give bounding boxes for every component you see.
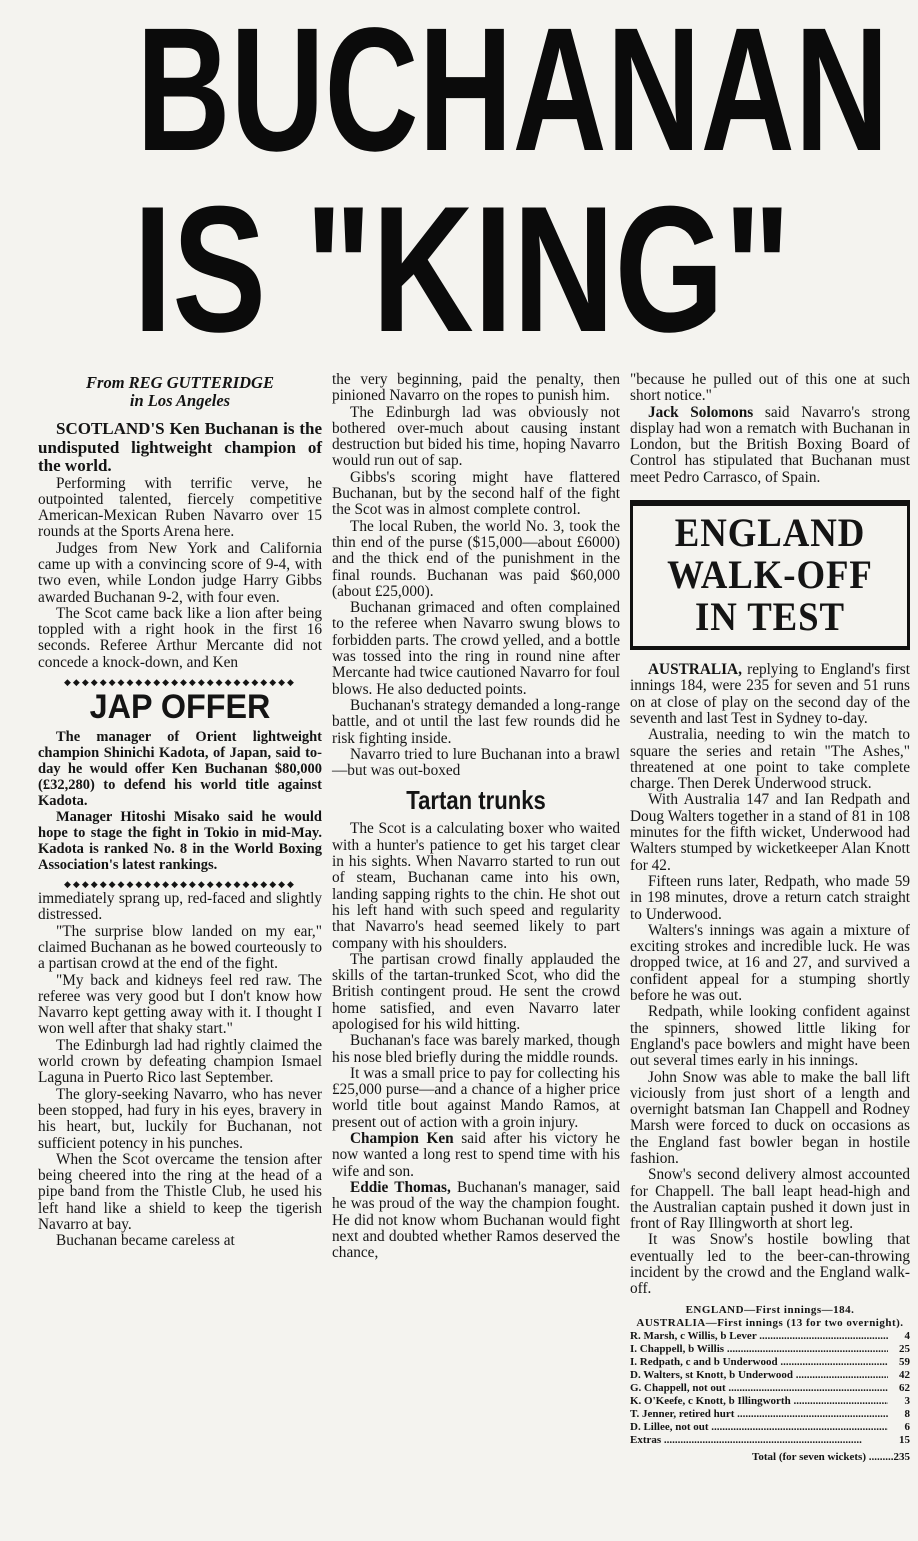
paragraph	[630, 662, 910, 727]
scorecard-australia: AUSTRALIA—First innings (13 for two overnight).	[636, 1316, 904, 1329]
byline-location: in Los Angeles	[129, 391, 231, 410]
box-line-1: ENGLAND	[674, 510, 866, 556]
paragraph: Buchanan's face was barely marked, though his nose bled briefly during the middle rounds.	[332, 1032, 620, 1066]
score-row	[630, 1343, 910, 1356]
eddie-thomas-name: Eddie Thomas,	[350, 1178, 451, 1196]
box-line-3: IN TEST	[695, 594, 845, 640]
score-row	[630, 1421, 910, 1434]
jap-offer-heading: JAP OFFER	[89, 688, 271, 727]
byline	[38, 374, 322, 410]
runs: 25	[899, 1342, 910, 1355]
paragraph: It was Snow's hostile bowling that eventually led to the beer-can-throwing incident by the crowd and the England walk-off.	[630, 1231, 910, 1298]
batsman: Extras .....	[630, 1434, 888, 1447]
paragraph: The Edinburgh lad had rightly claimed the world crown by defeating champion Ismael Laguna in Puerto Rico last September.	[38, 1036, 322, 1087]
runs: 6	[904, 1420, 910, 1433]
score-row	[630, 1330, 910, 1343]
headline	[22, 0, 902, 372]
paragraph: Navarro tried to lure Buchanan into a brawl—but was out-boxed	[332, 745, 620, 780]
paragraph: With Australia 147 and Ian Redpath and Doug Walters together in a stand of 81 in 108 minutes for the fifth wicket, Underwood had Walters stumped by wicketkeeper Alan Knott for 42.	[630, 791, 910, 874]
runs: 62	[899, 1381, 910, 1394]
paragraph: Redpath, while looking confident against the spinners, showed little liking for England's pace bowlers and might have been out several times early in his innings.	[630, 1003, 910, 1070]
paragraph: Performing with terrific verve, he outpointed talented, fiercely competitive American-Mexican Ruben Navarro over 15 rounds at the Sports Arena here.	[38, 474, 322, 541]
paragraph: "My back and kidneys feel red raw. The referee was very good but I don't know how Navarro kept getting away with it. I thought I won well after that shaky start."	[38, 971, 322, 1038]
score-row	[630, 1408, 910, 1421]
jap-offer-box	[38, 729, 322, 873]
paragraph: "The surprise blow landed on my ear," claimed Buchanan as he bowed courteously to a partisan crowd at the end of the fight.	[38, 922, 322, 973]
batsman: G. Chappell, not out .....	[630, 1382, 888, 1395]
paragraph: "because he pulled out of this one at such short notice."	[630, 371, 910, 405]
paragraph: It was a small price to pay for collecting his £25,000 purse—and a chance of a higher price world title bout against Mando Ramos, at present out of action with a groin injury.	[332, 1064, 620, 1131]
england-walk-off-headline-box	[630, 500, 910, 650]
headline-line-1: BUCHANAN	[136, 0, 889, 188]
column-3	[630, 372, 910, 1464]
paragraph: Buchanan's strategy demanded a long-range battle, and ot until the last few rounds did he risk fighting inside.	[332, 696, 620, 747]
paragraph: Buchanan became careless at	[56, 1232, 235, 1250]
paragraph: The glory-seeking Navarro, who has never been stopped, had fury in his eyes, bravery in his heart, but, luckily for Buchanan, not sufficient potency in his punches.	[38, 1085, 322, 1152]
eddie-thomas-text: Buchanan's manager, said he was proud of the way the champion fought. He did not know whom Buchanan would fight next and doubted whether Ramos deserved the chance,	[332, 1178, 620, 1262]
paragraph: immediately sprang up, red-faced and slightly distressed.	[38, 890, 322, 924]
paragraph: The Scot came back like a lion after being toppled with a right hook in the first 16 seconds. Referee Arthur Mercante did not concede a knock-down, and Ken	[38, 604, 322, 671]
batsman: I. Chappell, b Willis .....	[630, 1343, 888, 1356]
runs: 8	[904, 1407, 910, 1420]
batsman: K. O'Keefe, c Knott, b Illingworth .....	[630, 1395, 888, 1408]
paragraph: John Snow was able to make the ball lift viciously from just short of a length and overnight batsman Ian Chappell and Rodney Marsh were forced to duck on occasions as the England fast bowler began in hostile fashion.	[630, 1068, 910, 1167]
paragraph: When the Scot overcame the tension after being cheered into the ring at the head of a pipe band from the Thistle Club, he used his left hand like a shield to keep the tigerish Navarro at bay.	[38, 1150, 322, 1233]
australia-lead-text: replying to England's first innings 184, were 235 for seven and 51 runs on at close of play on the second day of the seventh and last Test in Sydney to-day.	[630, 661, 910, 727]
paragraph: Gibbs's scoring might have flattered Buchanan, but by the second half of the fight the Scot was in almost complete control.	[332, 468, 620, 519]
batsman: D. Lillee, not out .....	[630, 1421, 888, 1434]
runs: 4	[904, 1329, 910, 1342]
paragraph: Australia, needing to win the match to square the series and retain "The Ashes," threatened at one point to take complete charge. Then Derek Underwood struck.	[630, 726, 910, 793]
champion-ken-text: said after his victory he now wanted a long rest to spend time with his wife and son.	[332, 1130, 620, 1180]
ornament-divider: ◆◆◆◆◆◆◆◆◆◆◆◆◆◆◆◆◆◆◆◆◆◆◆◆◆◆	[64, 879, 296, 890]
score-row	[630, 1369, 910, 1382]
paragraph: The Edinburgh lad was obviously not bothered over-much about causing instant destruction but bided his time, hoping Navarro would run out of sap.	[332, 403, 620, 470]
batsman: T. Jenner, retired hurt .....	[630, 1408, 888, 1421]
headline-line-2: IS "KING"	[133, 169, 791, 370]
paragraph	[332, 1180, 620, 1261]
ornament-divider: ◆◆◆◆◆◆◆◆◆◆◆◆◆◆◆◆◆◆◆◆◆◆◆◆◆◆	[64, 677, 296, 688]
box-line-2: WALK-OFF	[667, 552, 873, 598]
score-row	[630, 1382, 910, 1395]
batsman: D. Walters, st Knott, b Underwood .....	[630, 1369, 888, 1382]
score-row	[630, 1356, 910, 1369]
score-total: Total (for seven wickets) .........235	[752, 1450, 910, 1463]
paragraph: Fifteen runs later, Redpath, who made 59 in 198 minutes, drove a return catch straight to Underwood.	[630, 872, 910, 923]
batsman: R. Marsh, c Willis, b Lever .....	[630, 1330, 888, 1343]
jack-solomons-name: Jack Solomons	[648, 403, 754, 421]
runs: 42	[899, 1368, 910, 1381]
paragraph: The partisan crowd finally applauded the skills of the tartan-trunked Scot, who did the British contingent proud. He sent the crowd home satisfied, and even Navarro later apologised for his wild hitting.	[332, 950, 620, 1033]
paragraph: The manager of Orient lightweight champion Shinichi Kadota, of Japan, said to-day he would offer Ken Buchanan $80,000 (£32,280) to defend his world title against Kadota.	[38, 729, 322, 810]
jack-solomons-text: said Navarro's strong display had won a rematch with Buchanan in London, but the British Boxing Board of Control has stipulated that Buchanan must meet Pedro Carrasco, of Spain.	[630, 403, 910, 486]
runs: 3	[904, 1394, 910, 1407]
scorecard-england: ENGLAND—First innings—184.	[685, 1303, 855, 1316]
australia-lead-name: AUSTRALIA,	[648, 661, 742, 679]
runs: 59	[899, 1355, 910, 1368]
paragraph: Walters's innings was again a mixture of exciting strokes and incredible luck. He was dropped twice, at 16 and 27, and survived a confident appeal for a stumping shortly before he was out.	[630, 921, 910, 1005]
tartan-trunks-subheading: Tartan trunks	[406, 785, 546, 816]
scorecard	[630, 1304, 910, 1464]
paragraph: Buchanan grimaced and often complained to the referee when Navarro swung blows to forbidden parts. The crowd yelled, and a bottle was tossed into the ring in round nine after Mercante had twice cautioned Navarro for foul blows. He also deducted points.	[332, 599, 620, 698]
column-1	[38, 372, 322, 1250]
column-2	[332, 372, 620, 1261]
champion-ken-name: Champion Ken	[350, 1130, 454, 1148]
batsman: I. Redpath, c and b Underwood .....	[630, 1356, 888, 1369]
paragraph: Snow's second delivery almost accounted for Chappell. The ball leapt head-high and the Australian captain pushed it down just in front of Ray Illingworth at short leg.	[630, 1166, 910, 1233]
paragraph: The local Ruben, the world No. 3, took the thin end of the purse ($15,000—about £6000) and the thick end of the punishment in the final rounds. Buchanan was paid $60,000 (about £25,000).	[332, 517, 620, 600]
paragraph	[332, 1131, 620, 1180]
runs: 15	[899, 1433, 910, 1446]
paragraph: Judges from New York and California came up with a convincing score of 9-4, with two even, while London judge Harry Gibbs awarded Buchanan 9-2, with four even.	[38, 539, 322, 606]
lead-paragraph: SCOTLAND'S Ken Buchanan is the undisputed lightweight champion of the world.	[38, 419, 322, 475]
paragraph	[630, 405, 910, 486]
byline-author: From REG GUTTERIDGE	[86, 373, 274, 392]
paragraph: the very beginning, paid the penalty, then pinioned Navarro on the ropes to punish him.	[332, 371, 620, 405]
paragraph: The Scot is a calculating boxer who waited with a hunter's patience to get his target clear in his sights. When Navarro started to run out of steam, Buchanan came into his own, landing sapping rights to the chin. He shot out his left hand with such speed and regularity that Navarro's head seemed likely to part company with his shoulders.	[332, 820, 620, 952]
paragraph: Manager Hitoshi Misako said he would hope to stage the fight in Tokio in mid-May. Kadota is ranked No. 8 in the World Boxing Association's latest rankings.	[38, 809, 322, 874]
score-row	[630, 1434, 910, 1447]
score-row	[630, 1395, 910, 1408]
